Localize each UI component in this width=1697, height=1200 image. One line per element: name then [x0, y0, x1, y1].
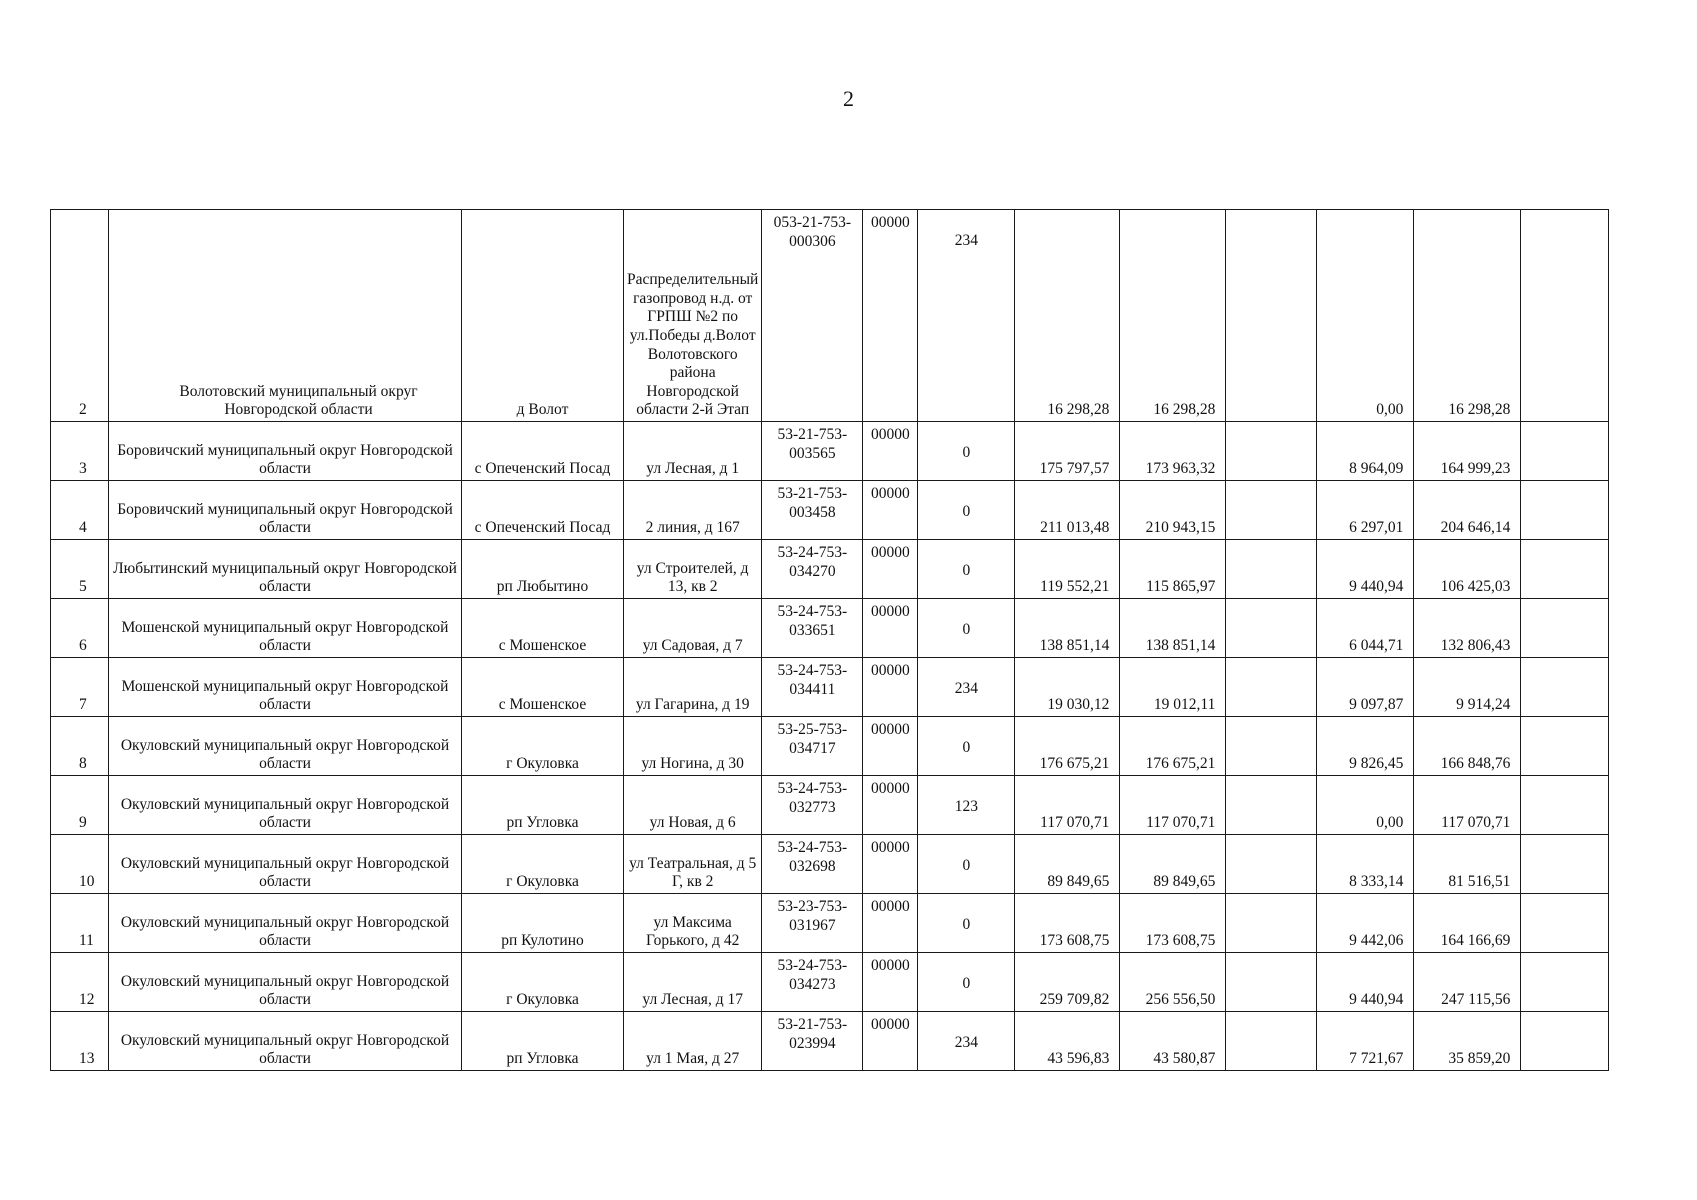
sub-code-cell: 00000 [863, 953, 918, 1012]
type-code-cell: 0 [918, 599, 1015, 658]
amount-2-cell: 173 963,32 [1120, 422, 1226, 481]
row-number-cell: 6 [51, 599, 109, 658]
amount-5-cell: 164 999,23 [1414, 422, 1521, 481]
amount-5-cell: 35 859,20 [1414, 1012, 1521, 1071]
municipal-district-cell: Мошенской муниципальный округ Новгородской области [109, 599, 462, 658]
amount-1-cell: 173 608,75 [1015, 894, 1120, 953]
object-code-cell: 53-21-753-003458 [762, 481, 863, 540]
amount-3-cell [1226, 776, 1317, 835]
amount-4-cell: 8 964,09 [1317, 422, 1414, 481]
object-code-cell: 53-24-753-034273 [762, 953, 863, 1012]
amount-2-cell: 173 608,75 [1120, 894, 1226, 953]
amount-4-cell: 9 097,87 [1317, 658, 1414, 717]
table-row [51, 953, 1609, 1012]
object-code-cell: 053-21-753-000306 [762, 210, 863, 422]
type-code-cell: 0 [918, 422, 1015, 481]
amount-3-cell [1226, 894, 1317, 953]
amount-3-cell [1226, 540, 1317, 599]
note-cell [1521, 540, 1609, 599]
row-number-cell: 7 [51, 658, 109, 717]
amount-5-cell: 164 166,69 [1414, 894, 1521, 953]
amount-4-cell: 0,00 [1317, 776, 1414, 835]
municipal-district-cell: Волотовский муниципальный округ Новгородской области [109, 210, 462, 422]
address-cell: ул Лесная, д 17 [624, 953, 762, 1012]
row-number-cell: 2 [51, 210, 109, 422]
address-cell: ул Гагарина, д 19 [624, 658, 762, 717]
municipal-district-cell: Боровичский муниципальный округ Новгородской области [109, 481, 462, 540]
sub-code-cell: 00000 [863, 481, 918, 540]
amount-2-cell: 176 675,21 [1120, 717, 1226, 776]
amount-4-cell: 6 044,71 [1317, 599, 1414, 658]
amount-4-cell: 0,00 [1317, 210, 1414, 422]
row-number-cell: 9 [51, 776, 109, 835]
amount-1-cell: 89 849,65 [1015, 835, 1120, 894]
row-number-cell: 8 [51, 717, 109, 776]
amount-4-cell: 6 297,01 [1317, 481, 1414, 540]
municipal-district-cell: Окуловский муниципальный округ Новгородской области [109, 776, 462, 835]
object-code-cell: 53-21-753-003565 [762, 422, 863, 481]
table-row [51, 540, 1609, 599]
settlement-cell: г Окуловка [462, 835, 624, 894]
amount-4-cell: 9 440,94 [1317, 540, 1414, 599]
amount-3-cell [1226, 599, 1317, 658]
amount-2-cell: 115 865,97 [1120, 540, 1226, 599]
address-cell: ул Ногина, д 30 [624, 717, 762, 776]
object-code-cell: 53-25-753-034717 [762, 717, 863, 776]
amount-2-cell: 19 012,11 [1120, 658, 1226, 717]
amount-3-cell [1226, 481, 1317, 540]
amount-5-cell: 81 516,51 [1414, 835, 1521, 894]
municipal-district-cell: Окуловский муниципальный округ Новгородской области [109, 1012, 462, 1071]
type-code-cell: 0 [918, 953, 1015, 1012]
note-cell [1521, 481, 1609, 540]
address-cell: 2 линия, д 167 [624, 481, 762, 540]
type-code-cell: 0 [918, 540, 1015, 599]
object-code-cell: 53-24-753-034411 [762, 658, 863, 717]
table-row [51, 894, 1609, 953]
amount-1-cell: 117 070,71 [1015, 776, 1120, 835]
sub-code-cell: 00000 [863, 422, 918, 481]
row-number-cell: 10 [51, 835, 109, 894]
row-number-cell: 5 [51, 540, 109, 599]
amount-3-cell [1226, 953, 1317, 1012]
amount-1-cell: 119 552,21 [1015, 540, 1120, 599]
table-row [51, 717, 1609, 776]
note-cell [1521, 599, 1609, 658]
amount-3-cell [1226, 422, 1317, 481]
amount-4-cell: 9 826,45 [1317, 717, 1414, 776]
row-number-cell: 3 [51, 422, 109, 481]
amount-3-cell [1226, 835, 1317, 894]
type-code-cell: 0 [918, 835, 1015, 894]
amount-1-cell: 19 030,12 [1015, 658, 1120, 717]
amount-3-cell [1226, 1012, 1317, 1071]
municipal-district-cell: Боровичский муниципальный округ Новгородской области [109, 422, 462, 481]
sub-code-cell: 00000 [863, 540, 918, 599]
settlement-cell: д Волот [462, 210, 624, 422]
amount-4-cell: 9 442,06 [1317, 894, 1414, 953]
type-code-cell: 0 [918, 481, 1015, 540]
sub-code-cell: 00000 [863, 599, 918, 658]
table-row [51, 835, 1609, 894]
amount-1-cell: 16 298,28 [1015, 210, 1120, 422]
page-number: 2 [843, 86, 854, 111]
type-code-cell: 234 [918, 210, 1015, 422]
settlement-cell: с Мошенское [462, 599, 624, 658]
note-cell [1521, 835, 1609, 894]
amount-5-cell: 106 425,03 [1414, 540, 1521, 599]
note-cell [1521, 658, 1609, 717]
table-row [51, 422, 1609, 481]
type-code-cell: 234 [918, 658, 1015, 717]
amount-5-cell: 117 070,71 [1414, 776, 1521, 835]
note-cell [1521, 1012, 1609, 1071]
sub-code-cell: 00000 [863, 894, 918, 953]
amount-4-cell: 9 440,94 [1317, 953, 1414, 1012]
amount-5-cell: 204 646,14 [1414, 481, 1521, 540]
municipal-district-cell: Окуловский муниципальный округ Новгородской области [109, 835, 462, 894]
amount-5-cell: 9 914,24 [1414, 658, 1521, 717]
object-code-cell: 53-24-753-034270 [762, 540, 863, 599]
address-cell: ул Садовая, д 7 [624, 599, 762, 658]
settlement-cell: рп Угловка [462, 1012, 624, 1071]
municipal-district-cell: Окуловский муниципальный округ Новгородской области [109, 717, 462, 776]
type-code-cell: 0 [918, 894, 1015, 953]
object-code-cell: 53-24-753-032698 [762, 835, 863, 894]
settlement-cell: с Опеченский Посад [462, 481, 624, 540]
municipal-district-cell: Мошенской муниципальный округ Новгородской области [109, 658, 462, 717]
settlement-cell: рп Кулотино [462, 894, 624, 953]
note-cell [1521, 422, 1609, 481]
amount-1-cell: 138 851,14 [1015, 599, 1120, 658]
amount-1-cell: 176 675,21 [1015, 717, 1120, 776]
note-cell [1521, 210, 1609, 422]
amount-3-cell [1226, 210, 1317, 422]
amount-2-cell: 43 580,87 [1120, 1012, 1226, 1071]
table-row [51, 599, 1609, 658]
amount-2-cell: 256 556,50 [1120, 953, 1226, 1012]
amount-3-cell [1226, 717, 1317, 776]
settlement-cell: рп Любытино [462, 540, 624, 599]
sub-code-cell: 00000 [863, 658, 918, 717]
address-cell: ул Максима Горького, д 42 [624, 894, 762, 953]
amount-4-cell: 8 333,14 [1317, 835, 1414, 894]
type-code-cell: 234 [918, 1012, 1015, 1071]
sub-code-cell: 00000 [863, 210, 918, 422]
note-cell [1521, 894, 1609, 953]
amount-2-cell: 138 851,14 [1120, 599, 1226, 658]
object-code-cell: 53-24-753-032773 [762, 776, 863, 835]
row-number-cell: 4 [51, 481, 109, 540]
amount-2-cell: 210 943,15 [1120, 481, 1226, 540]
type-code-cell: 0 [918, 717, 1015, 776]
note-cell [1521, 717, 1609, 776]
table-row [51, 210, 1609, 422]
address-cell: ул 1 Мая, д 27 [624, 1012, 762, 1071]
amount-5-cell: 132 806,43 [1414, 599, 1521, 658]
row-number-cell: 12 [51, 953, 109, 1012]
settlement-cell: г Окуловка [462, 953, 624, 1012]
row-number-cell: 11 [51, 894, 109, 953]
address-cell: Распределительный газопровод н.д. от ГРПШ №2 по ул.Победы д.Волот Волотовского района Новгородской области 2-й Этап [624, 210, 762, 422]
municipal-district-cell: Окуловский муниципальный округ Новгородской области [109, 953, 462, 1012]
sub-code-cell: 00000 [863, 835, 918, 894]
address-cell: ул Строителей, д 13, кв 2 [624, 540, 762, 599]
table-row [51, 776, 1609, 835]
amount-4-cell: 7 721,67 [1317, 1012, 1414, 1071]
note-cell [1521, 953, 1609, 1012]
amount-2-cell: 117 070,71 [1120, 776, 1226, 835]
amount-1-cell: 259 709,82 [1015, 953, 1120, 1012]
amount-2-cell: 16 298,28 [1120, 210, 1226, 422]
register-table [50, 209, 1609, 1071]
amount-1-cell: 175 797,57 [1015, 422, 1120, 481]
amount-2-cell: 89 849,65 [1120, 835, 1226, 894]
object-code-cell: 53-23-753-031967 [762, 894, 863, 953]
object-code-cell: 53-24-753-033651 [762, 599, 863, 658]
address-cell: ул Новая, д 6 [624, 776, 762, 835]
settlement-cell: г Окуловка [462, 717, 624, 776]
amount-1-cell: 211 013,48 [1015, 481, 1120, 540]
table-row [51, 658, 1609, 717]
table-row [51, 1012, 1609, 1071]
type-code-cell: 123 [918, 776, 1015, 835]
object-code-cell: 53-21-753-023994 [762, 1012, 863, 1071]
register-body [51, 210, 1609, 1071]
sub-code-cell: 00000 [863, 717, 918, 776]
row-number-cell: 13 [51, 1012, 109, 1071]
settlement-cell: с Мошенское [462, 658, 624, 717]
amount-3-cell [1226, 658, 1317, 717]
municipal-district-cell: Любытинский муниципальный округ Новгородской области [109, 540, 462, 599]
address-cell: ул Лесная, д 1 [624, 422, 762, 481]
settlement-cell: рп Угловка [462, 776, 624, 835]
amount-5-cell: 247 115,56 [1414, 953, 1521, 1012]
municipal-district-cell: Окуловский муниципальный округ Новгородской области [109, 894, 462, 953]
sub-code-cell: 00000 [863, 776, 918, 835]
table-row [51, 481, 1609, 540]
amount-5-cell: 16 298,28 [1414, 210, 1521, 422]
note-cell [1521, 776, 1609, 835]
address-cell: ул Театральная, д 5 Г, кв 2 [624, 835, 762, 894]
amount-5-cell: 166 848,76 [1414, 717, 1521, 776]
sub-code-cell: 00000 [863, 1012, 918, 1071]
amount-1-cell: 43 596,83 [1015, 1012, 1120, 1071]
settlement-cell: с Опеченский Посад [462, 422, 624, 481]
